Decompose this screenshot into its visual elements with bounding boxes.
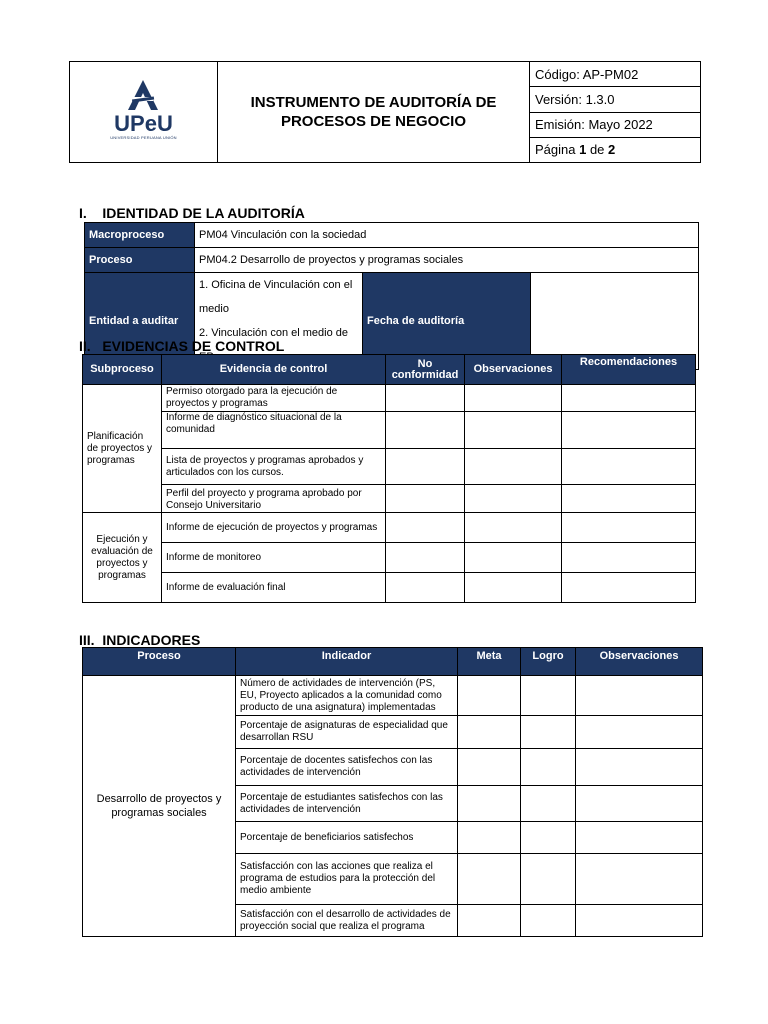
section-1-heading: I. IDENTIDAD DE LA AUDITORÍA — [79, 205, 305, 221]
observaciones-cell[interactable] — [465, 573, 562, 603]
recomendaciones-cell[interactable] — [562, 385, 696, 412]
observaciones-cell[interactable] — [576, 822, 703, 854]
section-3-heading: III. INDICADORES — [79, 632, 201, 648]
logro-cell[interactable] — [521, 822, 576, 854]
document-title — [218, 62, 530, 163]
evidencias-table — [82, 354, 696, 603]
col-subproceso: Subproceso — [83, 355, 162, 385]
no-conformidad-cell[interactable] — [386, 385, 465, 412]
entidad-label: Entidad a auditar — [85, 273, 195, 370]
pagina-prefix: Página — [535, 142, 580, 158]
evidencia-item: Perfil del proyecto y programa aprobado por Consejo Universitario — [162, 485, 386, 513]
proceso-value: PM04.2 Desarrollo de proyectos y programas sociales — [195, 248, 699, 273]
fecha-label: Fecha de auditoría — [363, 273, 531, 370]
codigo: Código: AP-PM02 — [530, 62, 701, 87]
observaciones-cell[interactable] — [465, 449, 562, 485]
indicador-item: Porcentaje de estudiantes satisfechos con las actividades de intervención — [236, 786, 458, 822]
col-observaciones: Observaciones — [465, 355, 562, 385]
meta-cell[interactable] — [458, 749, 521, 786]
meta-cell[interactable] — [458, 786, 521, 822]
observaciones-cell[interactable] — [465, 412, 562, 449]
pagina-total: 2 — [608, 142, 616, 158]
no-conformidad-cell[interactable] — [386, 513, 465, 543]
upeu-logo — [110, 80, 177, 141]
title-line-2: PROCESOS DE NEGOCIO — [280, 113, 467, 130]
logo-wordmark: UPeU — [114, 111, 173, 136]
indicadores-table — [82, 647, 703, 937]
pagina — [530, 137, 701, 162]
indicador-item: Número de actividades de intervención (PS, EU, Proyecto aplicados a la comunidad como producto de una asignatura) implementadas — [236, 676, 458, 716]
no-conformidad-cell[interactable] — [386, 573, 465, 603]
observaciones-cell[interactable] — [576, 676, 703, 716]
proceso-label: Proceso — [85, 248, 195, 273]
recomendaciones-cell[interactable] — [562, 543, 696, 573]
entidad-value-2: 2. Vinculación con el medio de EP — [199, 327, 349, 363]
indicador-item: Porcentaje de asignaturas de especialidad que desarrollan RSU — [236, 716, 458, 749]
subproceso-planificacion: Planificación de proyectos y programas — [83, 385, 162, 513]
logro-cell[interactable] — [521, 749, 576, 786]
logro-cell[interactable] — [521, 905, 576, 937]
meta-cell[interactable] — [458, 716, 521, 749]
no-conformidad-cell[interactable] — [386, 449, 465, 485]
pagina-mid: de — [586, 142, 609, 158]
observaciones-cell[interactable] — [576, 786, 703, 822]
document-header — [69, 61, 701, 163]
recomendaciones-cell[interactable] — [562, 573, 696, 603]
logro-cell[interactable] — [521, 786, 576, 822]
observaciones-cell[interactable] — [465, 485, 562, 513]
observaciones-cell[interactable] — [576, 905, 703, 937]
proceso-cell: Desarrollo de proyectos y programas sociales — [83, 676, 236, 937]
emision: Emisión: Mayo 2022 — [530, 112, 701, 137]
no-conformidad-cell[interactable] — [386, 412, 465, 449]
logro-cell[interactable] — [521, 854, 576, 905]
entidad-value-1: 1. Oficina de Vinculación con el medio — [199, 279, 353, 315]
pagina-num: 1 — [579, 142, 587, 158]
col-recomendaciones: Recomendaciones — [562, 355, 696, 385]
meta-cell[interactable] — [458, 854, 521, 905]
no-conformidad-cell[interactable] — [386, 485, 465, 513]
recomendaciones-cell[interactable] — [562, 485, 696, 513]
meta-cell[interactable] — [458, 676, 521, 716]
no-conformidad-cell[interactable] — [386, 543, 465, 573]
section-2-heading: II. EVIDENCIAS DE CONTROL — [79, 338, 285, 354]
logro-cell[interactable] — [521, 716, 576, 749]
meta-cell[interactable] — [458, 905, 521, 937]
indicador-item: Porcentaje de beneficiarios satisfechos — [236, 822, 458, 854]
observaciones-cell[interactable] — [576, 749, 703, 786]
observaciones-cell[interactable] — [576, 854, 703, 905]
observaciones-cell[interactable] — [465, 385, 562, 412]
logo-a-icon — [125, 80, 161, 110]
col-meta: Meta — [458, 648, 521, 676]
recomendaciones-cell[interactable] — [562, 513, 696, 543]
evidencia-item: Informe de ejecución de proyectos y programas — [162, 513, 386, 543]
logo-subtext: UNIVERSIDAD PERUANA UNIÓN — [110, 135, 177, 140]
col-proceso: Proceso — [83, 648, 236, 676]
indicador-item: Satisfacción con el desarrollo de actividades de proyección social que realiza el programa — [236, 905, 458, 937]
evidencia-item: Informe de evaluación final — [162, 573, 386, 603]
macroproceso-value: PM04 Vinculación con la sociedad — [195, 223, 699, 248]
title-line-1: INSTRUMENTO DE AUDITORÍA DE — [250, 94, 497, 111]
observaciones-cell[interactable] — [465, 543, 562, 573]
observaciones-cell[interactable] — [465, 513, 562, 543]
evidencia-item: Informe de monitoreo — [162, 543, 386, 573]
evidencia-item: Informe de diagnóstico situacional de la comunidad — [162, 412, 386, 449]
evidencia-item: Permiso otorgado para la ejecución de proyectos y programas — [162, 385, 386, 412]
indicador-item: Satisfacción con las acciones que realiza el programa de estudios para la protección del medio ambiente — [236, 854, 458, 905]
col-no-conformidad: No conformidad — [386, 355, 465, 385]
observaciones-cell[interactable] — [576, 716, 703, 749]
col-observaciones: Observaciones — [576, 648, 703, 676]
recomendaciones-cell[interactable] — [562, 412, 696, 449]
col-evidencia: Evidencia de control — [162, 355, 386, 385]
logro-cell[interactable] — [521, 676, 576, 716]
macroproceso-label: Macroproceso — [85, 223, 195, 248]
subproceso-ejecucion: Ejecución y evaluación de proyectos y programas — [83, 513, 162, 603]
col-indicador: Indicador — [236, 648, 458, 676]
meta-cell[interactable] — [458, 822, 521, 854]
col-logro: Logro — [521, 648, 576, 676]
evidencia-item: Lista de proyectos y programas aprobados y articulados con los cursos. — [162, 449, 386, 485]
indicador-item: Porcentaje de docentes satisfechos con las actividades de intervención — [236, 749, 458, 786]
version: Versión: 1.3.0 — [530, 87, 701, 112]
recomendaciones-cell[interactable] — [562, 449, 696, 485]
logo-cell — [70, 62, 218, 163]
